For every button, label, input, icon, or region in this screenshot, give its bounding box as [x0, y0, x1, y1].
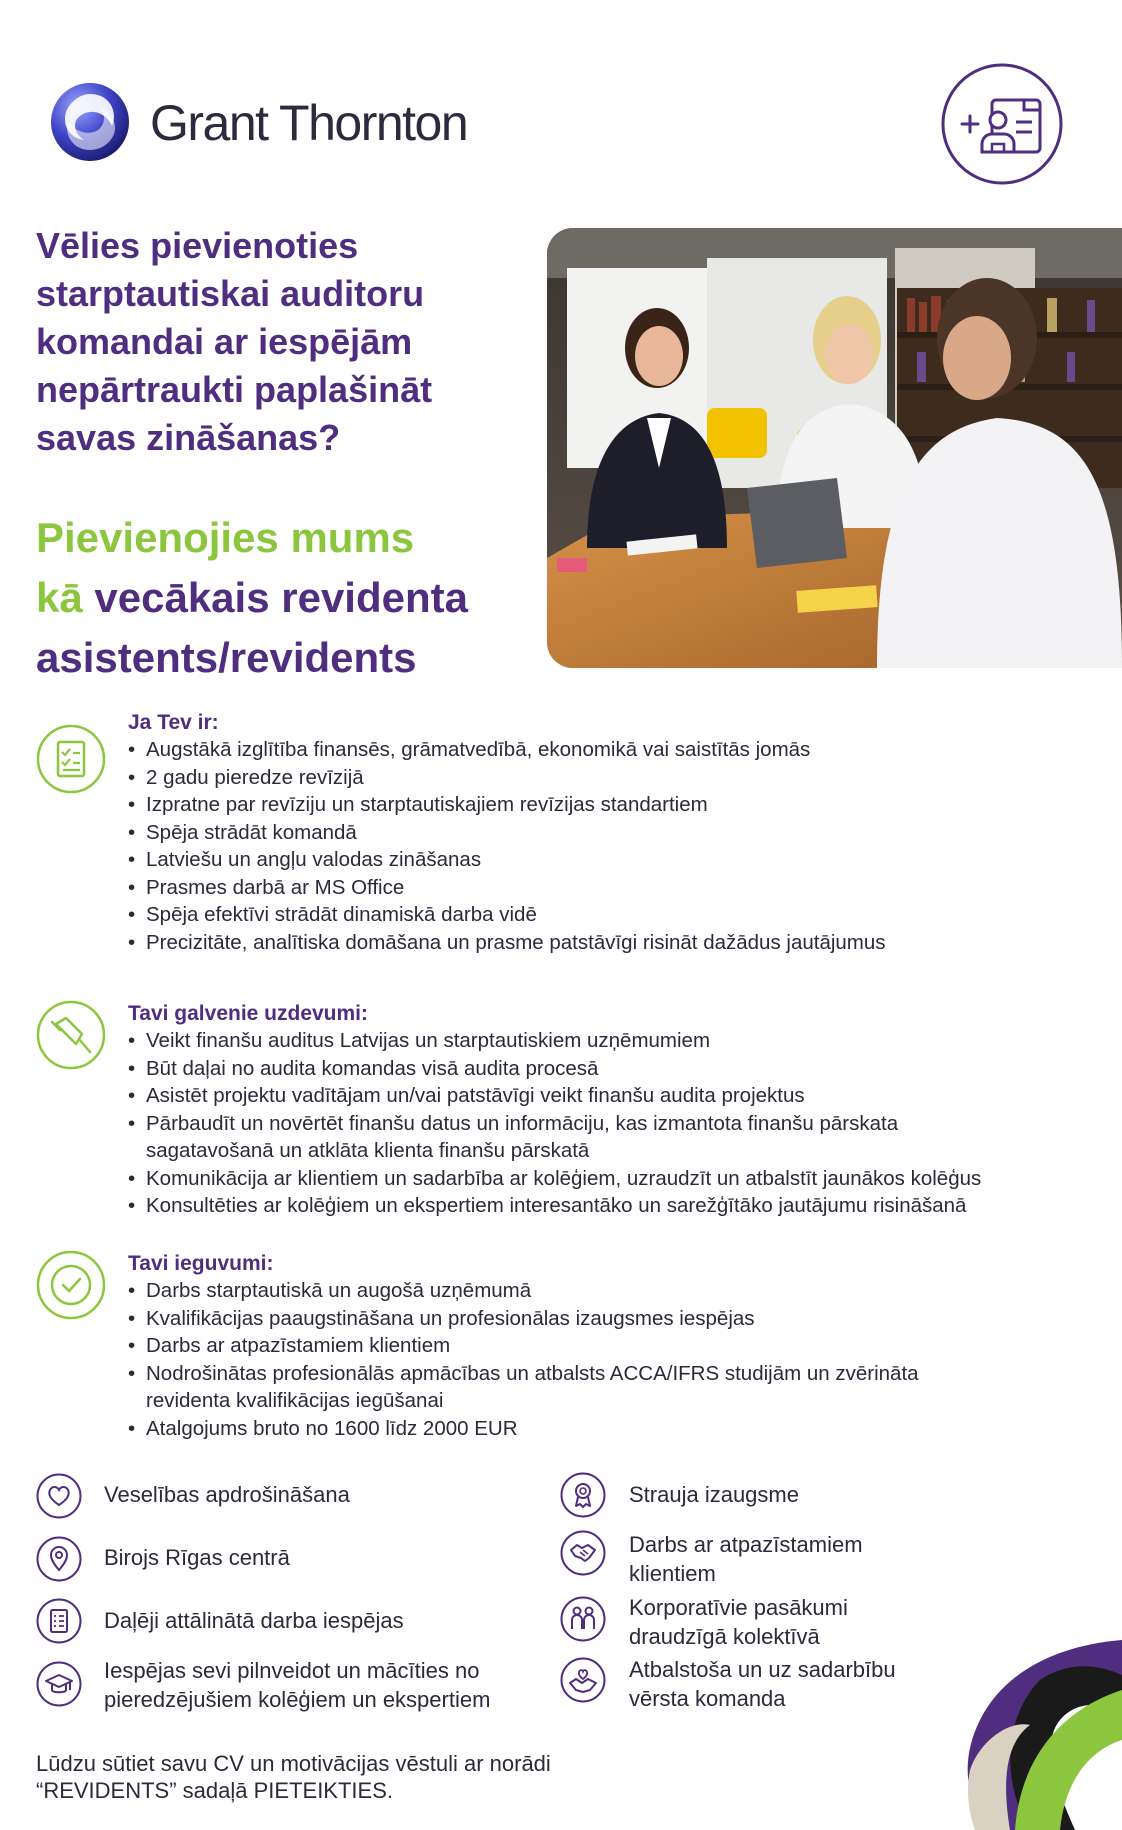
- pin-icon: [36, 1000, 106, 1070]
- benefit-health-insurance: Veselības apdrošināšana: [104, 1482, 350, 1507]
- office-meeting-photo: [547, 228, 1122, 668]
- list-item: • Būt daļai no audita komandas visā audita procesā: [128, 1055, 1108, 1083]
- list-item: • Kvalifikācijas paaugstināšana un profesionālas izaugsmes iespējas: [128, 1305, 1108, 1333]
- benefit-remote-work: Daļēji attālinātā darba iespējas: [104, 1608, 404, 1633]
- benefit-corporate-events: Korporatīvie pasākumi draudzīgā kolektīvā: [629, 1595, 848, 1649]
- list-item: • Asistēt projektu vadītājam un/vai patstāvīgi veikt finanšu audita projektus: [128, 1082, 1108, 1110]
- role-prefix: kā: [36, 574, 83, 621]
- headline-line: nepārtraukti paplašināt: [36, 369, 433, 410]
- list-item: • Spēja efektīvi strādāt dinamiskā darba vidē: [128, 901, 1108, 929]
- list-item: • Prasmes darbā ar MS Office: [128, 874, 1108, 902]
- list-item: • Augstākā izglītība finansēs, grāmatvedībā, ekonomikā vai saistītās jomās: [128, 736, 1108, 764]
- headline-line: komandai ar iespējām: [36, 321, 413, 362]
- list-item: • Pārbaudīt un novērtēt finanšu datus un informāciju, kas izmantota finanšu pārskata sagatavošanā un atklāta klienta finanšu pārskatā: [128, 1110, 1008, 1165]
- list-item: • Darbs ar atpazīstamiem klientiem: [128, 1332, 1108, 1360]
- gains-section: [128, 1250, 1108, 1442]
- graduation-cap-icon: [36, 1661, 82, 1707]
- headline-question: [36, 222, 536, 462]
- heart-icon: [36, 1473, 82, 1519]
- list-item: • Darbs starptautiskā un augošā uzņēmumā: [128, 1277, 1108, 1305]
- list-item: • Konsultēties ar kolēģiem un ekspertiem interesantāko un sarežģītāko jautājumu risināšanā: [128, 1192, 1108, 1220]
- checklist-icon: [36, 724, 106, 794]
- gains-list: [128, 1277, 1108, 1442]
- headline-line: Vēlies pievienoties: [36, 225, 359, 266]
- benefit-office-location: Birojs Rīgas centrā: [104, 1545, 290, 1570]
- benefit-known-clients: Darbs ar atpazīstamiem klientiem: [629, 1532, 863, 1586]
- brand-name: Grant Thornton: [150, 95, 468, 151]
- list-item: • Atalgojums bruto no 1600 līdz 2000 EUR: [128, 1415, 1108, 1443]
- list-item: • 2 gadu pieredze revīzijā: [128, 764, 1108, 792]
- requirements-section: [128, 709, 1108, 956]
- headline-line: savas zināšanas?: [36, 417, 341, 458]
- heart-hands-icon: [560, 1657, 606, 1703]
- tasks-section: [128, 1000, 1108, 1220]
- list-item: • Nodrošinātas profesionālās apmācības un atbalsts ACCA/IFRS studijām un zvērināta revidenta kvalifikācijas iegūšanai: [128, 1360, 1008, 1415]
- location-pin-icon: [36, 1536, 82, 1582]
- list-item: • Komunikācija ar klientiem un sadarbība ar kolēģiem, uzraudzīt un atbalstīt jaunākos kolēģus: [128, 1165, 1108, 1193]
- award-icon: [560, 1472, 606, 1518]
- benefit-learning: Iespējas sevi pilnveidot un mācīties no pieredzējušiem kolēģiem un ekspertiem: [104, 1658, 491, 1712]
- role-title-part1: vecākais revidenta: [94, 574, 468, 621]
- handshake-icon: [560, 1530, 606, 1576]
- headline-line: starptautiskai auditoru: [36, 273, 425, 314]
- instruction-line: Lūdzu sūtiet savu CV un motivācijas vēstuli ar norādi: [36, 1751, 551, 1776]
- list-item: • Veikt finanšu auditus Latvijas un starptautiskiem uzņēmumiem: [128, 1027, 1108, 1055]
- requirements-title: Ja Tev ir:: [128, 711, 219, 734]
- benefit-fast-growth: Strauja izaugsme: [629, 1482, 799, 1507]
- brand-ribbon-graphic: [950, 1640, 1122, 1830]
- role-heading-line1: [36, 568, 468, 628]
- remote-list-icon: [36, 1598, 82, 1644]
- tasks-list: [128, 1027, 1108, 1220]
- benefit-supportive-team: Atbalstoša un uz sadarbību vērsta komanda: [629, 1657, 896, 1711]
- grant-thornton-logo-icon: [50, 82, 130, 162]
- list-item: • Spēja strādāt komandā: [128, 819, 1108, 847]
- list-item: • Precizitāte, analītiska domāšana un prasme patstāvīgi risināt dažādus jautājumus: [128, 929, 1108, 957]
- check-circle-icon: [36, 1250, 106, 1320]
- requirements-list: [128, 736, 1108, 956]
- people-icon: [560, 1596, 606, 1642]
- role-title-part2: asistents/revidents: [36, 634, 417, 681]
- tasks-title: Tavi galvenie uzdevumi:: [128, 1002, 369, 1025]
- join-us-heading: Pievienojies mums: [36, 514, 415, 561]
- list-item: • Latviešu un angļu valodas zināšanas: [128, 846, 1108, 874]
- gains-title: Tavi ieguvumi:: [128, 1252, 274, 1275]
- add-candidate-document-icon: [940, 62, 1064, 186]
- application-instructions: [36, 1750, 551, 1804]
- instruction-line: “REVIDENTS” sadaļā PIETEIKTIES.: [36, 1778, 393, 1803]
- list-item: • Izpratne par revīziju un starptautiskajiem revīzijas standartiem: [128, 791, 1108, 819]
